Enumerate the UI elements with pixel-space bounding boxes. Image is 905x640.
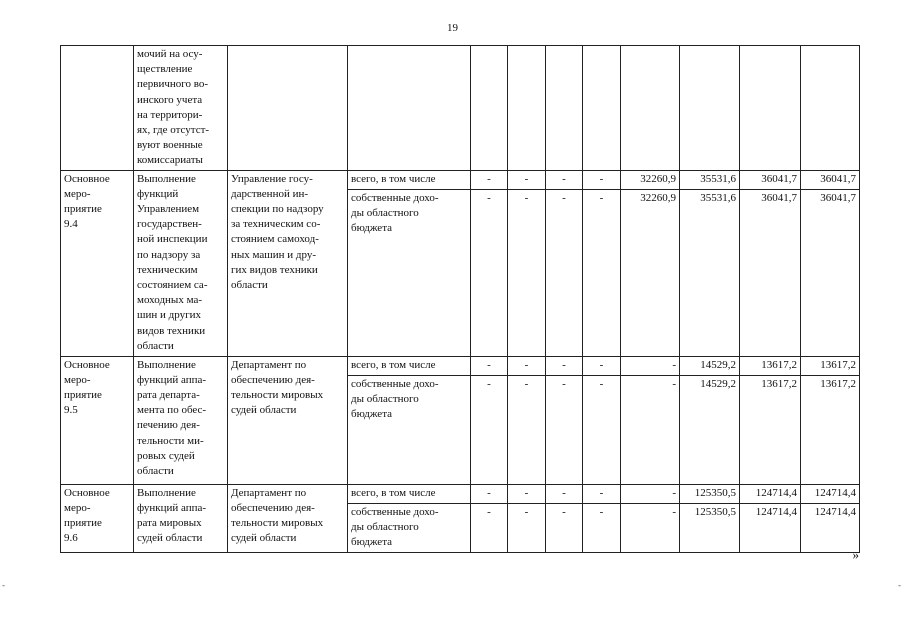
- own-revenue-value-cell: 13617,2: [740, 375, 801, 484]
- total-value-cell: -: [583, 484, 621, 503]
- own-revenue-value-cell: -: [471, 189, 508, 356]
- source-cell: [348, 46, 471, 171]
- own-revenue-value-cell: 32260,9: [621, 189, 680, 356]
- total-value-cell: 14529,2: [680, 356, 740, 375]
- own-revenue-value-cell: -: [583, 375, 621, 484]
- source-label: собственные дохо- ды областного бюджета: [348, 375, 471, 484]
- total-label: всего, в том числе: [348, 170, 471, 189]
- event-cell: Основное меро- приятие 9.6: [61, 484, 134, 552]
- own-revenue-value-cell: -: [546, 503, 583, 552]
- total-value-cell: 13617,2: [740, 356, 801, 375]
- event-row-total: [61, 484, 860, 503]
- own-revenue-value-cell: 36041,7: [801, 189, 860, 356]
- budget-table: [60, 45, 860, 553]
- own-revenue-value-cell: -: [508, 375, 546, 484]
- total-value-cell: 124714,4: [801, 484, 860, 503]
- description-cell: Выполнение функций Управлением государствен- ной инспекции по надзору за техническим состоянием са- моходных ма- шин и других видов техники области: [134, 170, 228, 356]
- source-label: собственные дохо- ды областного бюджета: [348, 189, 471, 356]
- event-cell: Основное меро- приятие 9.4: [61, 170, 134, 356]
- total-value-cell: -: [583, 170, 621, 189]
- total-value-cell: -: [583, 356, 621, 375]
- source-label: собственные дохо- ды областного бюджета: [348, 503, 471, 552]
- total-value-cell: -: [621, 484, 680, 503]
- total-value-cell: -: [621, 356, 680, 375]
- description-cell: мочий на осу- ществление первичного во- инского учета на территори- ях, где отсутст- вуют военные комиссариаты: [134, 46, 228, 171]
- description-cell: Выполнение функций аппа- рата департа- мента по обес- печению дея- тельности ми- ровых судей области: [134, 356, 228, 484]
- description-cell: Выполнение функций аппа- рата мировых судей области: [134, 484, 228, 552]
- continuation-row: [61, 46, 860, 171]
- own-revenue-value-cell: 13617,2: [801, 375, 860, 484]
- own-revenue-value-cell: -: [508, 503, 546, 552]
- executor-cell: [228, 46, 348, 171]
- total-value-cell: 32260,9: [621, 170, 680, 189]
- total-value-cell: 36041,7: [801, 170, 860, 189]
- event-cell: Основное меро- приятие 9.5: [61, 356, 134, 484]
- event-row-total: [61, 170, 860, 189]
- own-revenue-value-cell: 35531,6: [680, 189, 740, 356]
- own-revenue-value-cell: -: [508, 189, 546, 356]
- total-value-cell: 124714,4: [740, 484, 801, 503]
- event-row-total: [61, 356, 860, 375]
- total-value-cell: 35531,6: [680, 170, 740, 189]
- total-value-cell: -: [508, 484, 546, 503]
- own-revenue-value-cell: -: [471, 503, 508, 552]
- event-cell: [61, 46, 134, 171]
- own-revenue-value-cell: 124714,4: [740, 503, 801, 552]
- total-value-cell: -: [546, 356, 583, 375]
- own-revenue-value-cell: -: [621, 503, 680, 552]
- own-revenue-value-cell: 14529,2: [680, 375, 740, 484]
- margin-tick-right: -: [898, 580, 901, 590]
- closing-quote: »: [852, 547, 859, 562]
- own-revenue-value-cell: -: [471, 375, 508, 484]
- total-value-cell: -: [471, 170, 508, 189]
- total-label: всего, в том числе: [348, 484, 471, 503]
- own-revenue-value-cell: 125350,5: [680, 503, 740, 552]
- own-revenue-value-cell: 36041,7: [740, 189, 801, 356]
- total-value-cell: -: [546, 170, 583, 189]
- total-value-cell: 13617,2: [801, 356, 860, 375]
- total-label: всего, в том числе: [348, 356, 471, 375]
- total-value-cell: -: [471, 484, 508, 503]
- total-value-cell: -: [546, 484, 583, 503]
- own-revenue-value-cell: -: [546, 189, 583, 356]
- total-value-cell: 36041,7: [740, 170, 801, 189]
- executor-cell: Департамент по обеспечению дея- тельности мировых судей области: [228, 484, 348, 552]
- own-revenue-value-cell: -: [621, 375, 680, 484]
- own-revenue-value-cell: -: [546, 375, 583, 484]
- total-value-cell: -: [508, 356, 546, 375]
- own-revenue-value-cell: 124714,4: [801, 503, 860, 552]
- executor-cell: Управление госу- дарственной ин- спекции по надзору за техническим со- стоянием самоход- ных машин и дру- гих видов техники области: [228, 170, 348, 356]
- total-value-cell: 125350,5: [680, 484, 740, 503]
- total-value-cell: -: [471, 356, 508, 375]
- own-revenue-value-cell: -: [583, 189, 621, 356]
- own-revenue-value-cell: -: [583, 503, 621, 552]
- total-value-cell: -: [508, 170, 546, 189]
- page-number: 19: [447, 22, 458, 34]
- margin-tick-left: -: [2, 580, 5, 590]
- executor-cell: Департамент по обеспечению дея- тельности мировых судей области: [228, 356, 348, 484]
